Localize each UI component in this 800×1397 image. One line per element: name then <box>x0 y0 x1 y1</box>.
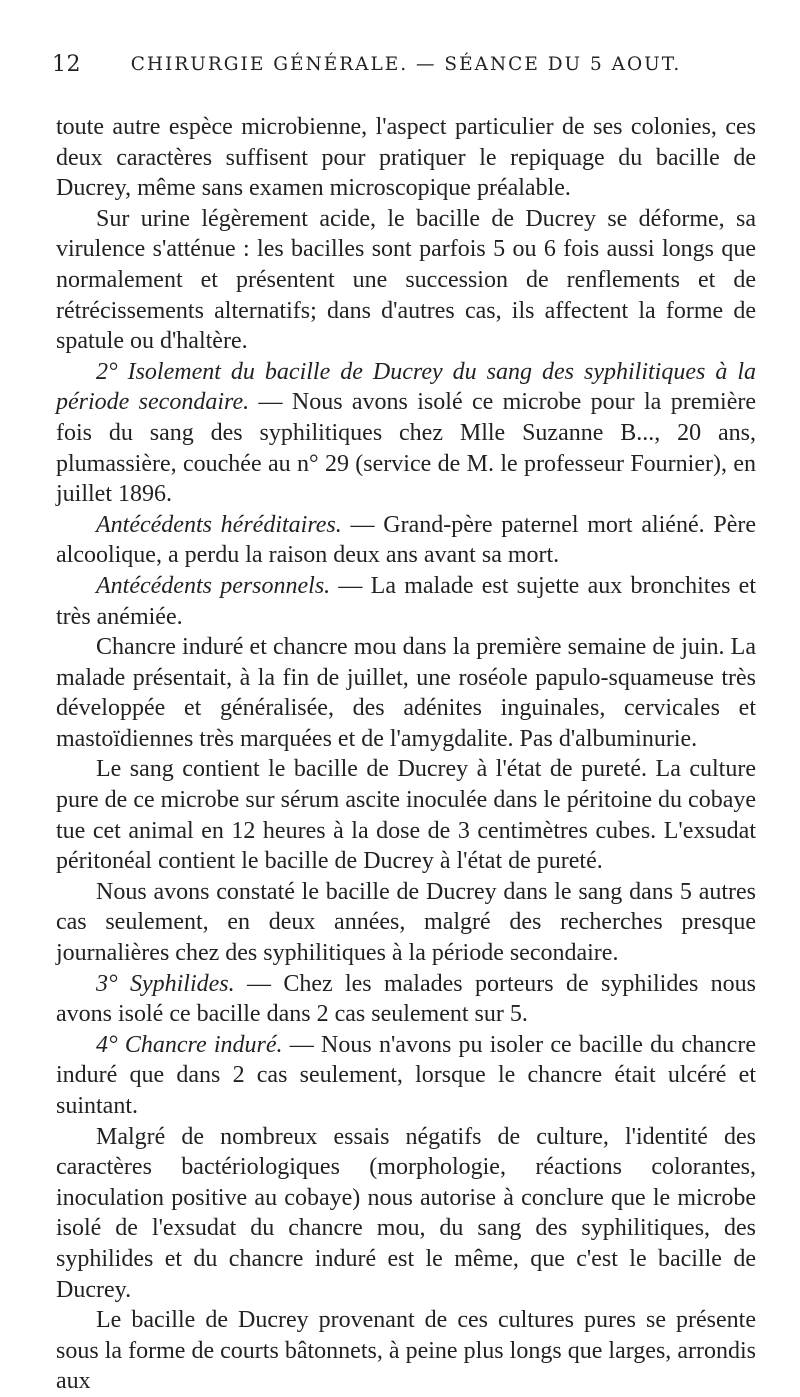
paragraph <box>56 1305 756 1397</box>
section-paragraph <box>56 1030 756 1122</box>
subsection-heading: Antécédents personnels. <box>96 572 331 599</box>
body-text <box>56 112 756 1397</box>
paragraph <box>56 877 756 969</box>
paragraph <box>56 1122 756 1306</box>
page-number: 12 <box>52 52 81 77</box>
paragraph-text: Malgré de nombreux essais négatifs de culture, l'identité des caractères bactériologiques (morphologie, réactions colorantes, inoculation positive au cobaye) nous autorise à conclure que le microbe isolé de l'exsudat du chancre mou, du sang des syphilitiques, des syphilides et du chancre induré est le même, que c'est le bacille de Ducrey. <box>56 1123 756 1303</box>
paragraph-text: — La malade est sujette aux bronchites et très anémiée. <box>56 572 757 630</box>
paragraph-text: Sur urine légèrement acide, le bacille de Ducrey se déforme, sa virulence s'atténue : les bacilles sont parfois 5 ou 6 fois aussi longs que normalement et présentent une succession de renflements et de rétrécissements alternatifs; dans d'autres cas, ils affectent la forme de spatule ou d'haltère. <box>56 205 756 355</box>
running-head: CHIRURGIE GÉNÉRALE. — SÉANCE DU 5 AOUT. <box>130 54 682 75</box>
subsection-paragraph <box>56 510 756 571</box>
section-paragraph <box>56 357 756 510</box>
paragraph <box>56 112 756 204</box>
paragraph-text: Chancre induré et chancre mou dans la première semaine de juin. La malade présentait, à la fin de juillet, une roséole papulo-squameuse très développée et généralisée, des adénites inguinales, cervicales et mastoïdiennes très marquées et de l'amygdalite. Pas d'albuminurie. <box>56 634 756 752</box>
section-heading: 2° Isolement du bacille de Ducrey du sang des syphilitiques à la période secondaire. <box>56 358 756 416</box>
paragraph-text: — Grand-père paternel mort aliéné. Père alcoolique, a perdu la raison deux ans avant sa mort. <box>56 511 756 569</box>
section-heading: 4° Chancre induré. <box>96 1031 283 1058</box>
section-heading: 3° Syphilides. <box>96 970 235 997</box>
paragraph <box>56 754 756 876</box>
paragraph-text: — Nous avons isolé ce microbe pour la première fois du sang des syphilitiques chez Mlle Suzanne B..., 20 ans, plumassière, couchée au n° 29 (service de M. le professeur Fournier), en juillet 1896. <box>56 389 756 508</box>
paragraph-text: Nous avons constaté le bacille de Ducrey dans le sang dans 5 autres cas seulement, en deux années, malgré des recherches presque journalières chez des syphilitiques à la période secondaire. <box>56 878 756 967</box>
paragraph-text: Le sang contient le bacille de Ducrey à l'état de pureté. La culture pure de ce microbe sur sérum ascite inoculée dans le péritoine du cobaye tue cet animal en 12 heures à la dose de 3 centimètres cubes. L'exsudat péritonéal contient le bacille de Ducrey à l'état de pureté. <box>56 756 756 875</box>
document-page <box>52 0 757 1395</box>
paragraph-text: — Nous n'avons pu isoler ce bacille du chancre induré que dans 2 cas seulement, lorsque le chancre était ulcéré et suintant. <box>56 1031 756 1119</box>
page-header <box>52 52 756 92</box>
paragraph <box>56 632 756 754</box>
paragraph <box>56 204 756 357</box>
section-paragraph <box>56 969 756 1030</box>
subsection-heading: Antécédents héréditaires. <box>96 511 342 538</box>
subsection-paragraph <box>56 571 756 632</box>
paragraph-text: toute autre espèce microbienne, l'aspect particulier de ses colonies, ces deux caractères suffisent pour pratiquer le repiquage du bacille de Ducrey, même sans examen microscopique préalable. <box>56 114 756 202</box>
paragraph-text: — Chez les malades porteurs de syphilides nous avons isolé ce bacille dans 2 cas seulement sur 5. <box>56 970 757 1028</box>
paragraph-text: Le bacille de Ducrey provenant de ces cultures pures se présente sous la forme de courts bâtonnets, à peine plus longs que larges, arrondis aux <box>56 1307 756 1395</box>
